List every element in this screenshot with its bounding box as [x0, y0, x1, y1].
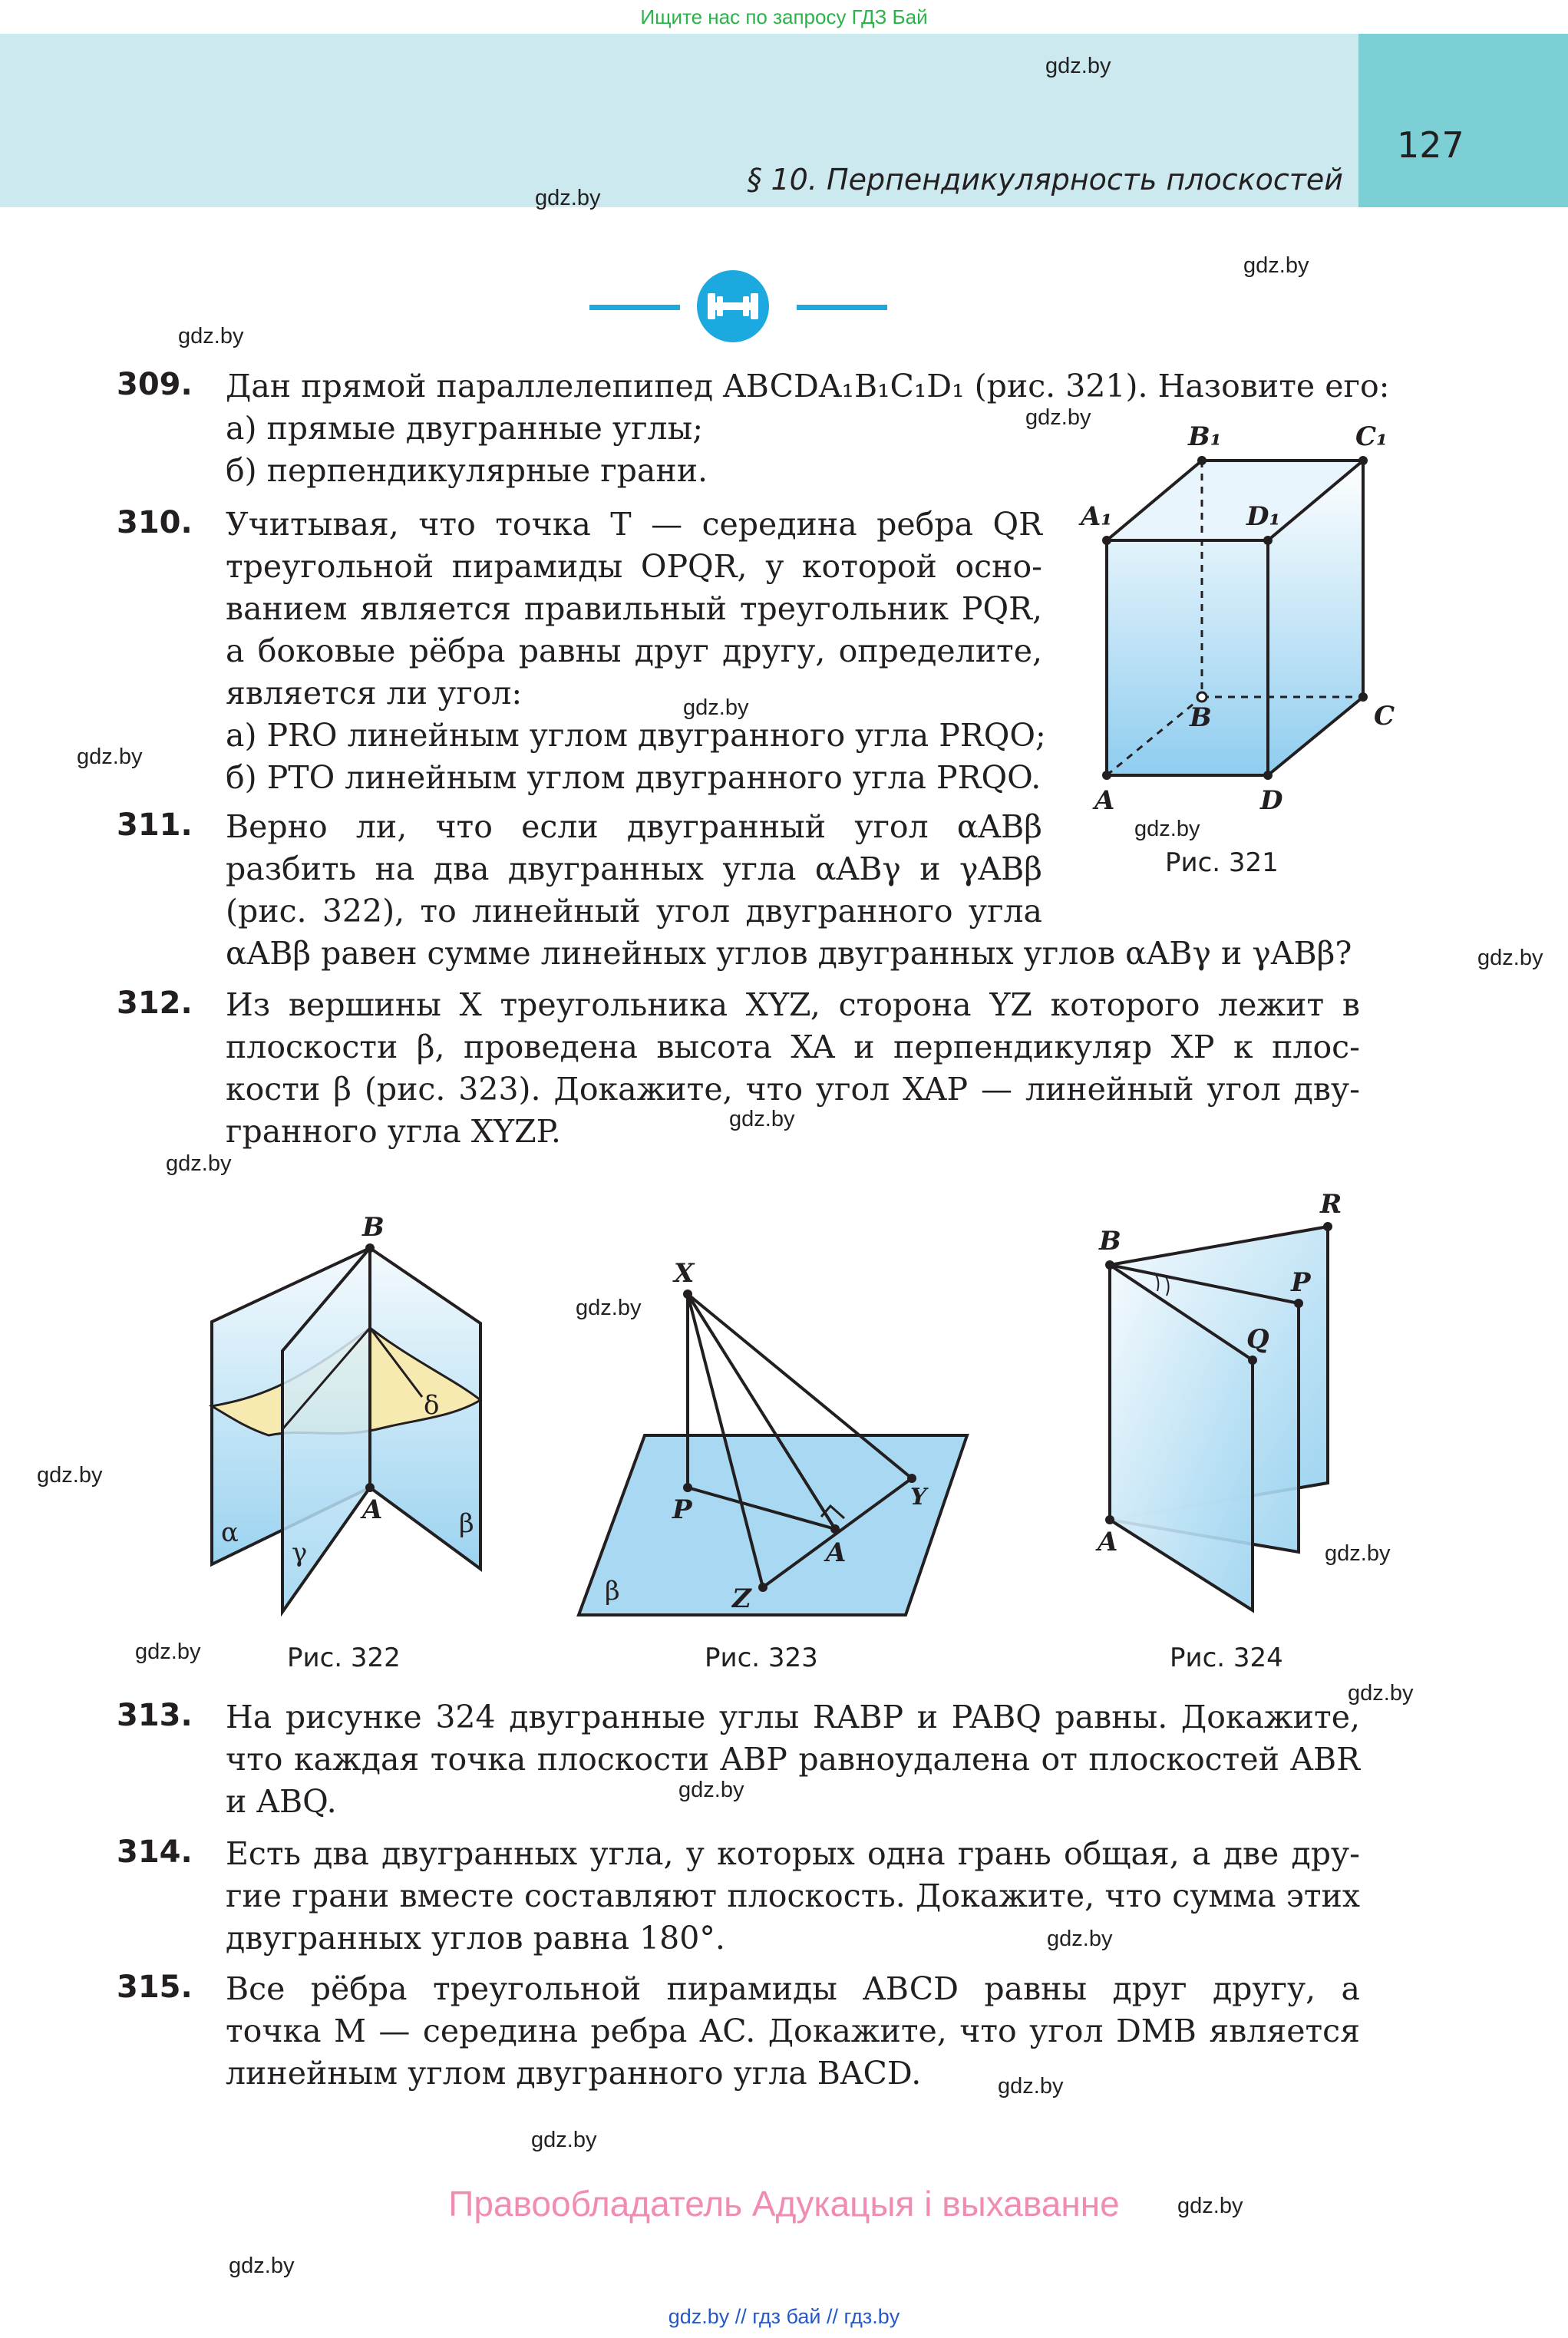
top-banner[interactable]: Ищите нас по запросу ГДЗ Бай [640, 5, 928, 28]
figure-caption: Рис. 321 [1165, 847, 1279, 878]
label-D1: D₁ [1246, 501, 1281, 532]
label-A: A [1094, 785, 1115, 816]
watermark: gdz.by [535, 186, 601, 210]
label-X: X [674, 1258, 695, 1289]
label-Q: Q [1246, 1324, 1269, 1355]
figure-caption: Рис. 324 [1170, 1643, 1283, 1673]
page-number-block [1358, 34, 1568, 207]
label-A1: A₁ [1081, 501, 1113, 532]
figure-324 [1082, 1187, 1358, 1627]
copyright-notice: Правообладатель Адукацыя і выхаванне [448, 2184, 1120, 2224]
watermark: gdz.by [1348, 1681, 1414, 1706]
problem-text-line: Верно ли, что если двугранный угол αABβ [226, 808, 1042, 845]
label-P: P [1291, 1267, 1311, 1298]
problem-number: 311. [117, 807, 193, 843]
problem-text-line: На рисунке 324 двугранные углы RABP и PABQ равны. Докажите, [226, 1699, 1360, 1735]
label-gamma: γ [292, 1537, 308, 1568]
figure-caption: Рис. 323 [705, 1643, 818, 1673]
label-C1: C₁ [1355, 421, 1388, 452]
watermark: gdz.by [178, 324, 244, 348]
dumbbell-icon [697, 270, 769, 342]
problem-text-line: ванием является правильный треугольник PQR, [226, 590, 1042, 627]
watermark: gdz.by [135, 1640, 201, 1664]
watermark: gdz.by [1134, 817, 1200, 841]
watermark: gdz.by [683, 695, 749, 720]
label-Y: Y [910, 1484, 927, 1511]
label-A: A [362, 1494, 383, 1525]
label-beta: β [459, 1508, 474, 1539]
problem-number: 309. [117, 367, 193, 402]
problem-text-line: кости β (рис. 323). Докажите, что угол XAP — линейный угол дву- [226, 1071, 1360, 1108]
watermark: gdz.by [998, 2074, 1064, 2099]
problem-number: 312. [117, 986, 193, 1021]
label-C: C [1374, 701, 1395, 731]
problem-text-line: гие грани вместе составляют плоскость. Докажите, что сумма этих [226, 1877, 1360, 1914]
label-A: A [826, 1537, 847, 1568]
watermark: gdz.by [1177, 2194, 1243, 2218]
watermark: gdz.by [37, 1463, 103, 1488]
problem-text-line: б) PTO линейным углом двугранного угла PRQO. [226, 759, 1041, 796]
problem-text-line: а боковые рёбра равны друг другу, определите, [226, 632, 1042, 669]
label-beta: β [605, 1576, 620, 1607]
label-A: A [1098, 1527, 1118, 1557]
problem-text-line: Есть два двугранных угла, у которых одна грань общая, а две дру- [226, 1835, 1360, 1872]
problem-text-line: Учитывая, что точка T — середина ребра QR [226, 506, 1042, 543]
problem-text-line: что каждая точка плоскости ABP равноудалена от плоскостей ABR [226, 1741, 1360, 1778]
problem-text-line: плоскости β, проведена высота XA и перпендикуляр XP к плос- [226, 1029, 1360, 1065]
problem-text-line: (рис. 322), то линейный угол двугранного угла [226, 893, 1042, 930]
problem-text-line: гранного угла XYZP. [226, 1113, 561, 1150]
section-title: § 10. Перпендикулярность плоскостей [747, 163, 1343, 196]
problem-text-line: αABβ равен сумме линейных углов двугранных углов αABγ и γABβ? [226, 935, 1352, 972]
watermark: gdz.by [1045, 54, 1111, 78]
footer-links[interactable]: gdz.by // гдз бай // гдз.by [668, 2305, 900, 2328]
figure-caption: Рис. 322 [287, 1643, 401, 1673]
label-Z: Z [732, 1583, 751, 1614]
figure-321 [1067, 414, 1405, 829]
problem-number: 310. [117, 505, 193, 540]
watermark: gdz.by [1325, 1541, 1391, 1566]
problem-number: 313. [117, 1698, 193, 1733]
label-R: R [1320, 1189, 1342, 1220]
label-B1: B₁ [1188, 421, 1222, 452]
label-D: D [1260, 785, 1283, 816]
problem-text-line: б) перпендикулярные грани. [226, 452, 708, 489]
watermark: gdz.by [229, 2254, 295, 2278]
figure-322 [184, 1197, 514, 1627]
problem-text-line: Дан прямой параллелепипед ABCDA₁B₁C₁D₁ (рис. 321). Назовите его: [226, 368, 1390, 405]
divider [797, 305, 887, 310]
problem-text-line: Из вершины X треугольника XYZ, сторона YZ которого лежит в [226, 986, 1360, 1023]
problem-text-line: треугольной пирамиды OPQR, у которой осно- [226, 548, 1042, 585]
problem-text-line: линейным углом двугранного угла BACD. [226, 2055, 922, 2092]
watermark: gdz.by [166, 1151, 232, 1176]
divider [589, 305, 680, 310]
problem-text-line: разбить на два двугранных угла αABγ и γABβ [226, 850, 1042, 887]
label-delta: δ [424, 1390, 440, 1421]
label-B: B [362, 1212, 385, 1243]
problem-number: 314. [117, 1834, 193, 1870]
problem-text-line: точка M — середина ребра AC. Докажите, что угол DMB является [226, 2013, 1360, 2049]
watermark: gdz.by [576, 1296, 642, 1320]
problem-text-line: а) PRO линейным углом двугранного угла PRQO; [226, 717, 1046, 754]
problem-text-line: Все рёбра треугольной пирамиды ABCD равны друг другу, а [226, 1970, 1360, 2007]
label-B: B [1099, 1226, 1121, 1257]
watermark: gdz.by [1477, 946, 1543, 970]
problem-text-line: а) прямые двугранные углы; [226, 410, 704, 447]
label-B: B [1190, 702, 1212, 733]
problem-text-line: двугранных углов равна 180°. [226, 1920, 725, 1957]
label-P: P [672, 1494, 692, 1525]
exercise-section-marker [589, 270, 889, 342]
problem-text-line: является ли угол: [226, 675, 523, 712]
watermark: gdz.by [1047, 1927, 1113, 1951]
watermark: gdz.by [531, 2128, 597, 2152]
label-alpha: α [221, 1517, 239, 1548]
figure-323 [568, 1243, 982, 1627]
watermark: gdz.by [678, 1778, 744, 1802]
problem-text-line: и ABQ. [226, 1783, 337, 1820]
page-header [0, 34, 1358, 207]
watermark: gdz.by [729, 1107, 795, 1131]
watermark: gdz.by [1025, 405, 1091, 430]
watermark: gdz.by [1243, 253, 1309, 278]
page-number: 127 [1397, 124, 1464, 166]
watermark: gdz.by [77, 745, 143, 769]
problem-number: 315. [117, 1970, 193, 2005]
